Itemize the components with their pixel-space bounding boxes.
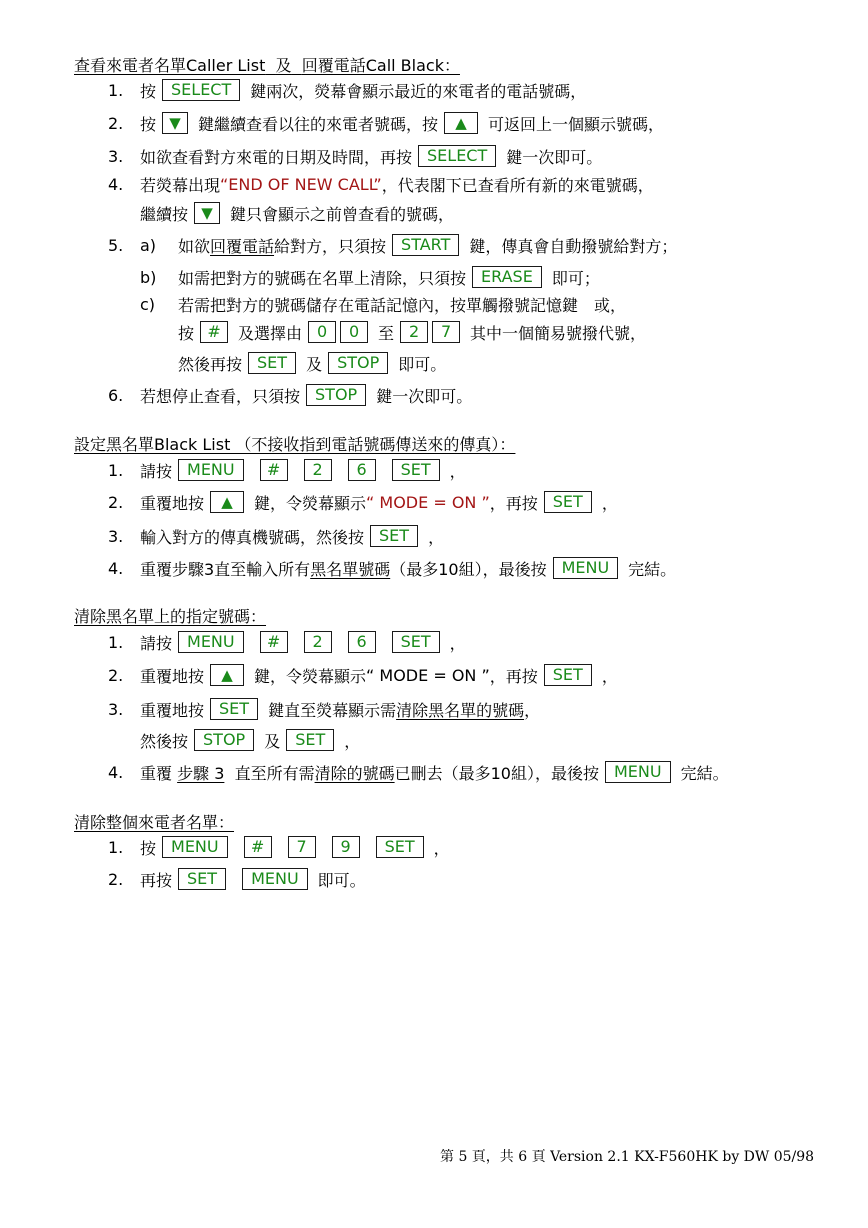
start-key[interactable]: START bbox=[392, 234, 459, 256]
list-item-continuation: 繼續按 ▼ 鍵只會顯示之前曾查看的號碼， bbox=[140, 204, 455, 224]
digit-key[interactable]: 7 bbox=[288, 836, 316, 858]
menu-key[interactable]: MENU bbox=[162, 836, 228, 858]
list-item: 2. 重覆地按 ▲ 鍵，令熒幕顯示 “ MODE = ON ” ，再按 SET ， bbox=[108, 492, 618, 513]
set-key[interactable]: SET bbox=[286, 729, 334, 751]
erase-key[interactable]: ERASE bbox=[472, 266, 542, 288]
hash-key[interactable]: # bbox=[260, 631, 288, 653]
list-item: 4. 若熒幕出現 “END OF NEW CALL” ，代表閣下已查看所有新的來電號碼， bbox=[108, 174, 654, 195]
list-item: 1. 請按 MENU # 2 6 SET ， bbox=[108, 632, 466, 653]
set-key[interactable]: SET bbox=[544, 491, 592, 513]
digit-key[interactable]: 0 bbox=[308, 321, 336, 343]
up-arrow-key-icon[interactable]: ▲ bbox=[210, 664, 244, 686]
set-key[interactable]: SET bbox=[210, 698, 258, 720]
stop-key[interactable]: STOP bbox=[328, 352, 388, 374]
list-item-sub-continuation: 然後再按 SET 及 STOP 即可。 bbox=[178, 353, 447, 374]
digit-key[interactable]: 2 bbox=[400, 321, 428, 343]
select-key[interactable]: SELECT bbox=[162, 79, 240, 101]
digit-key[interactable]: 7 bbox=[432, 321, 460, 343]
section-heading-black-list: 設定黑名單Black List （不接收指到電話號碼傳送來的傳真）： bbox=[74, 435, 516, 454]
up-arrow-key-icon[interactable]: ▲ bbox=[210, 491, 244, 513]
list-item: 3. 重覆地按 SET 鍵直至熒幕顯示需 清除黑名單的號碼 ， bbox=[108, 699, 541, 720]
list-item-sub: b) 如需把對方的號碼在名單上清除，只須按 ERASE 即可； bbox=[140, 267, 600, 288]
list-item: 2. 再按 SET MENU 即可。 bbox=[108, 869, 366, 890]
list-item: 1. 請按 MENU # 2 6 SET ， bbox=[108, 460, 466, 481]
hash-key[interactable]: # bbox=[260, 459, 288, 481]
set-key[interactable]: SET bbox=[392, 459, 440, 481]
menu-key[interactable]: MENU bbox=[178, 631, 244, 653]
list-item: 4. 重覆 步驟 3 直至所有需 清除的號碼 已刪去（最多10組），最後按 MENU 完結。 bbox=[108, 762, 729, 783]
section-heading-clear-caller-list: 清除整個來電者名單： bbox=[74, 813, 235, 832]
menu-key[interactable]: MENU bbox=[605, 761, 671, 783]
digit-key[interactable]: 6 bbox=[348, 459, 376, 481]
end-of-new-call-message: “END OF NEW CALL” bbox=[220, 174, 382, 194]
set-key[interactable]: SET bbox=[376, 836, 424, 858]
list-item: 1. 按 MENU # 7 9 SET ， bbox=[108, 837, 450, 858]
mode-on-message: “ MODE = ON ” bbox=[366, 492, 490, 512]
list-item: 6. 若想停止查看，只須按 STOP 鍵一次即可。 bbox=[108, 385, 473, 406]
digit-key[interactable]: 6 bbox=[348, 631, 376, 653]
set-key[interactable]: SET bbox=[544, 664, 592, 686]
list-item: 4. 重覆步驟3直至輸入所有 黑名單號碼 （最多10組），最後按 MENU 完結。 bbox=[108, 558, 677, 579]
list-item-continuation: 然後按 STOP 及 SET ， bbox=[140, 730, 361, 751]
down-arrow-key-icon[interactable]: ▼ bbox=[162, 112, 188, 134]
menu-key[interactable]: MENU bbox=[178, 459, 244, 481]
list-item: 3. 輸入對方的傳真機號碼，然後按 SET ， bbox=[108, 526, 445, 547]
digit-key[interactable]: 0 bbox=[340, 321, 368, 343]
up-arrow-key-icon[interactable]: ▲ bbox=[444, 112, 478, 134]
set-key[interactable]: SET bbox=[248, 352, 296, 374]
list-item: 1. 按 SELECT 鍵兩次，熒幕會顯示最近的來電者的電話號碼， bbox=[108, 80, 587, 101]
section-heading-clear-black-list: 清除黑名單上的指定號碼： bbox=[74, 607, 267, 626]
menu-key[interactable]: MENU bbox=[242, 868, 308, 890]
list-item-sub-continuation: 按 # 及選擇由 0 0 至 2 7 其中一個簡易號撥代號， bbox=[178, 322, 647, 343]
set-key[interactable]: SET bbox=[392, 631, 440, 653]
page-footer: 第 5 頁，共 6 頁 Version 2.1 KX-F560HK by DW 05/98 bbox=[440, 1149, 815, 1165]
list-item: 5. a) 如欲 回覆電話 給對方，只須按 START 鍵，傳真會自動撥號給對方； bbox=[108, 235, 678, 256]
digit-key[interactable]: 9 bbox=[332, 836, 360, 858]
hash-key[interactable]: # bbox=[200, 321, 228, 343]
list-item: 3. 如欲查看對方來電的日期及時間，再按 SELECT 鍵一次即可。 bbox=[108, 146, 603, 167]
digit-key[interactable]: 2 bbox=[304, 631, 332, 653]
list-item-sub: c) 若需把對方的號碼儲存在電話記憶內，按單觸撥號記憶鍵 或， bbox=[140, 294, 627, 315]
down-arrow-key-icon[interactable]: ▼ bbox=[194, 202, 220, 224]
stop-key[interactable]: STOP bbox=[306, 384, 366, 406]
digit-key[interactable]: 2 bbox=[304, 459, 332, 481]
set-key[interactable]: SET bbox=[178, 868, 226, 890]
list-item: 2. 重覆地按 ▲ 鍵，令熒幕顯示 “ MODE = ON ” ，再按 SET ， bbox=[108, 665, 618, 686]
set-key[interactable]: SET bbox=[370, 525, 418, 547]
select-key[interactable]: SELECT bbox=[418, 145, 496, 167]
menu-key[interactable]: MENU bbox=[553, 557, 619, 579]
hash-key[interactable]: # bbox=[244, 836, 272, 858]
section-heading-caller-list: 查看來電者名單Caller List 及 回覆電話Call Black： bbox=[74, 56, 460, 75]
list-item: 2. 按 ▼ 鍵繼續查看以往的來電者號碼，按 ▲ 可返回上一個顯示號碼， bbox=[108, 113, 665, 134]
stop-key[interactable]: STOP bbox=[194, 729, 254, 751]
